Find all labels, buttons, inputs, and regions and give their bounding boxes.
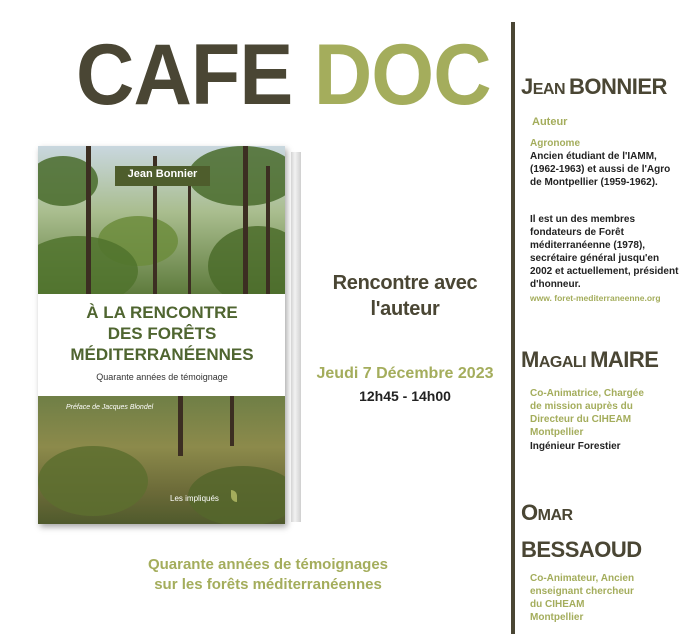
tree-trunk bbox=[188, 186, 191, 296]
book-title-line: DES FORÊTS bbox=[107, 324, 217, 343]
event-heading-line: Rencontre avec bbox=[332, 272, 478, 294]
book-title-line: À LA RENCONTRE bbox=[86, 303, 238, 322]
event-title bbox=[76, 27, 491, 123]
tree-trunk bbox=[230, 396, 234, 446]
shrub bbox=[38, 446, 148, 516]
book-title-line: MÉDITERRANÉENNES bbox=[70, 345, 254, 364]
book-page-edges bbox=[291, 152, 301, 522]
speaker-role: Auteur bbox=[532, 116, 568, 128]
speaker-name-omar-bessaoud: OMAR BESSAOUD bbox=[521, 500, 642, 562]
event-heading-line: l'auteur bbox=[370, 298, 440, 320]
event-date: Jeudi 7 Décembre 2023 bbox=[316, 365, 494, 382]
speaker-bio: Il est un des membres fondateurs de Forêt méditerranéenne (1978), secrétaire général jusqu'en 2002 et actuellement, président d'honneur. bbox=[530, 214, 679, 290]
vertical-divider bbox=[511, 22, 515, 634]
tree-trunk bbox=[178, 396, 183, 456]
speaker-name-jean-bonnier: JEAN BONNIER bbox=[521, 74, 667, 99]
tagline bbox=[108, 555, 428, 595]
speaker-bio: Co-Animatrice, Chargée de mission auprès du Directeur du CIHEAM Montpellier bbox=[530, 388, 644, 438]
speaker-extra: Ingénieur Forestier bbox=[530, 441, 621, 452]
book-front bbox=[38, 146, 285, 524]
publisher-name: Les impliqués bbox=[170, 494, 219, 503]
speaker-bio: Co-Animateur, Ancien enseignant chercheur du CIHEAM Montpellier bbox=[530, 573, 635, 623]
speaker-profession: Agronome bbox=[530, 138, 580, 149]
book-preface: Préface de Jacques Blondel bbox=[66, 404, 154, 411]
event-time: 12h45 - 14h00 bbox=[359, 388, 451, 404]
tree-trunk bbox=[243, 146, 248, 296]
tagline-line: sur les forêts méditerranéennes bbox=[154, 576, 382, 593]
event-heading bbox=[300, 270, 510, 322]
book-author: Jean Bonnier bbox=[127, 168, 198, 180]
tree-trunk bbox=[266, 166, 270, 296]
speaker-bio: Ancien étudiant de l'IAMM, (1962-1963) et aussi de l'Agro de Montpellier (1959-1962). bbox=[530, 151, 671, 188]
book-cover bbox=[38, 146, 293, 526]
title-word-cafe: CAFE bbox=[76, 27, 293, 123]
tree-trunk bbox=[86, 146, 91, 296]
website-link[interactable]: www. foret-mediterraneenne.org bbox=[530, 293, 661, 303]
book-title bbox=[46, 302, 278, 365]
book-subtitle: Quarante années de témoignage bbox=[96, 372, 228, 382]
tagline-line: Quarante années de témoignages bbox=[147, 556, 389, 573]
title-word-doc: DOC bbox=[313, 27, 491, 123]
speaker-name-magali-maire: MAGALI MAIRE bbox=[521, 347, 659, 372]
